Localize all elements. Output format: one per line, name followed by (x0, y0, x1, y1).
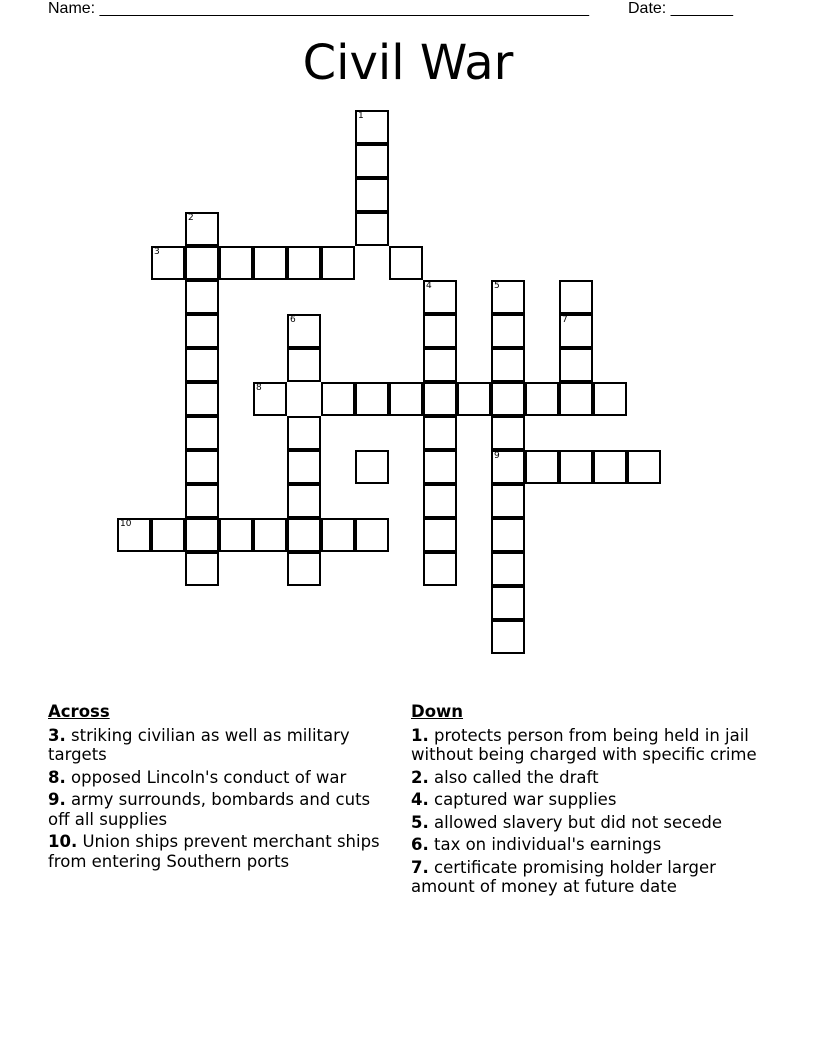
across-clue (48, 768, 388, 788)
grid-cell[interactable] (185, 484, 219, 518)
grid-cell[interactable] (185, 518, 219, 552)
grid-cell[interactable] (491, 280, 525, 314)
grid-cell[interactable] (355, 212, 389, 246)
clue-text: opposed Lincoln's conduct of war (71, 767, 347, 787)
clue-number-label: 3 (154, 247, 160, 257)
clue-number-label: 6 (290, 315, 296, 325)
grid-cell[interactable] (253, 518, 287, 552)
grid-cell[interactable] (185, 348, 219, 382)
grid-cell[interactable] (219, 246, 253, 280)
grid-cell[interactable] (287, 518, 321, 552)
grid-cell[interactable] (355, 518, 389, 552)
grid-cell[interactable] (593, 450, 627, 484)
grid-cell[interactable] (287, 552, 321, 586)
clue-text: also called the draft (434, 767, 599, 787)
clue-text: army surrounds, bombards and cuts off all supplies (48, 790, 371, 829)
clue-number: 1. (411, 725, 429, 745)
grid-cell[interactable] (185, 552, 219, 586)
clue-text: protects person from being held in jail without being charged with specific crime (411, 725, 757, 764)
clue-number-label: 5 (494, 281, 500, 291)
across-clues (48, 702, 388, 874)
grid-cell[interactable] (423, 280, 457, 314)
grid-cell[interactable] (321, 246, 355, 280)
grid-cell[interactable] (287, 450, 321, 484)
grid-cell[interactable] (185, 416, 219, 450)
grid-cell[interactable] (423, 314, 457, 348)
grid-cell[interactable] (525, 382, 559, 416)
grid-cell[interactable] (559, 382, 593, 416)
grid-cell[interactable] (423, 484, 457, 518)
grid-cell[interactable] (457, 382, 491, 416)
date-line: Date: _______ (628, 0, 733, 17)
page-title: Civil War (302, 35, 514, 91)
grid-cell[interactable] (355, 450, 389, 484)
grid-cell[interactable] (559, 280, 593, 314)
grid-cell[interactable] (287, 416, 321, 450)
grid-cell[interactable] (389, 382, 423, 416)
clue-number: 2. (411, 767, 429, 787)
grid-cell[interactable] (491, 382, 525, 416)
clue-number-label: 1 (358, 111, 364, 121)
clue-number: 5. (411, 812, 429, 832)
grid-cell[interactable] (185, 280, 219, 314)
grid-cell[interactable] (117, 518, 151, 552)
grid-cell[interactable] (559, 450, 593, 484)
grid-cell[interactable] (491, 518, 525, 552)
down-clue (411, 858, 781, 897)
grid-cell[interactable] (593, 382, 627, 416)
grid-cell[interactable] (491, 586, 525, 620)
down-clue (411, 790, 781, 810)
grid-cell[interactable] (151, 246, 185, 280)
grid-cell[interactable] (559, 314, 593, 348)
down-clues (411, 702, 781, 900)
grid-cell[interactable] (185, 314, 219, 348)
clue-text: tax on individual's earnings (434, 835, 662, 854)
grid-cell[interactable] (423, 348, 457, 382)
down-clue (411, 813, 781, 833)
grid-cell[interactable] (627, 450, 661, 484)
grid-cell[interactable] (287, 348, 321, 382)
grid-cell[interactable] (321, 382, 355, 416)
grid-cell[interactable] (253, 246, 287, 280)
grid-cell[interactable] (423, 450, 457, 484)
down-clue (411, 835, 781, 855)
grid-cell[interactable] (559, 348, 593, 382)
clue-number-label: 9 (494, 451, 500, 461)
grid-cell[interactable] (287, 314, 321, 348)
clue-number: 10. (48, 832, 78, 851)
down-clue (411, 726, 781, 765)
grid-cell[interactable] (491, 620, 525, 654)
grid-cell[interactable] (287, 246, 321, 280)
grid-cell[interactable] (491, 484, 525, 518)
grid-cell[interactable] (185, 382, 219, 416)
across-clue (48, 790, 388, 829)
clue-number: 8. (48, 767, 66, 787)
across-clue (48, 832, 388, 871)
clue-number-label: 4 (426, 281, 432, 291)
clue-text: captured war supplies (434, 790, 617, 809)
grid-cell[interactable] (287, 484, 321, 518)
grid-cell[interactable] (491, 450, 525, 484)
clue-number-label: 7 (562, 315, 568, 325)
grid-cell[interactable] (321, 518, 355, 552)
grid-cell[interactable] (491, 416, 525, 450)
grid-cell[interactable] (185, 450, 219, 484)
clue-number-label: 10 (120, 519, 132, 529)
grid-cell[interactable] (491, 552, 525, 586)
grid-cell[interactable] (253, 382, 287, 416)
down-heading: Down (411, 702, 464, 721)
clue-text: certificate promising holder larger amount of money at future date (411, 857, 716, 896)
grid-cell[interactable] (423, 518, 457, 552)
clue-text: striking civilian as well as military targets (48, 725, 350, 764)
across-heading: Across (48, 702, 110, 721)
grid-cell[interactable] (423, 416, 457, 450)
down-clue (411, 768, 781, 788)
clue-number: 6. (411, 835, 429, 854)
across-clue (48, 726, 388, 765)
grid-cell[interactable] (525, 450, 559, 484)
grid-cell[interactable] (389, 246, 423, 280)
grid-cell[interactable] (219, 518, 253, 552)
grid-cell[interactable] (491, 348, 525, 382)
grid-cell[interactable] (355, 110, 389, 144)
grid-cell[interactable] (185, 246, 219, 280)
clue-number: 3. (48, 725, 66, 745)
clue-number: 7. (411, 857, 429, 877)
grid-cell[interactable] (491, 314, 525, 348)
clue-number-label: 2 (188, 213, 194, 223)
grid-cell[interactable] (423, 552, 457, 586)
clue-number: 4. (411, 790, 429, 809)
grid-cell[interactable] (151, 518, 185, 552)
grid-cell[interactable] (355, 382, 389, 416)
clue-number-label: 8 (256, 383, 262, 393)
grid-cell[interactable] (185, 212, 219, 246)
grid-cell[interactable] (355, 144, 389, 178)
grid-cell[interactable] (355, 178, 389, 212)
grid-cell[interactable] (423, 382, 457, 416)
clue-text: allowed slavery but did not secede (434, 812, 723, 832)
name-line: Name: _______________________________________________________ (48, 0, 589, 17)
clue-text: Union ships prevent merchant ships from entering Southern ports (48, 832, 380, 871)
clue-number: 9. (48, 790, 66, 809)
